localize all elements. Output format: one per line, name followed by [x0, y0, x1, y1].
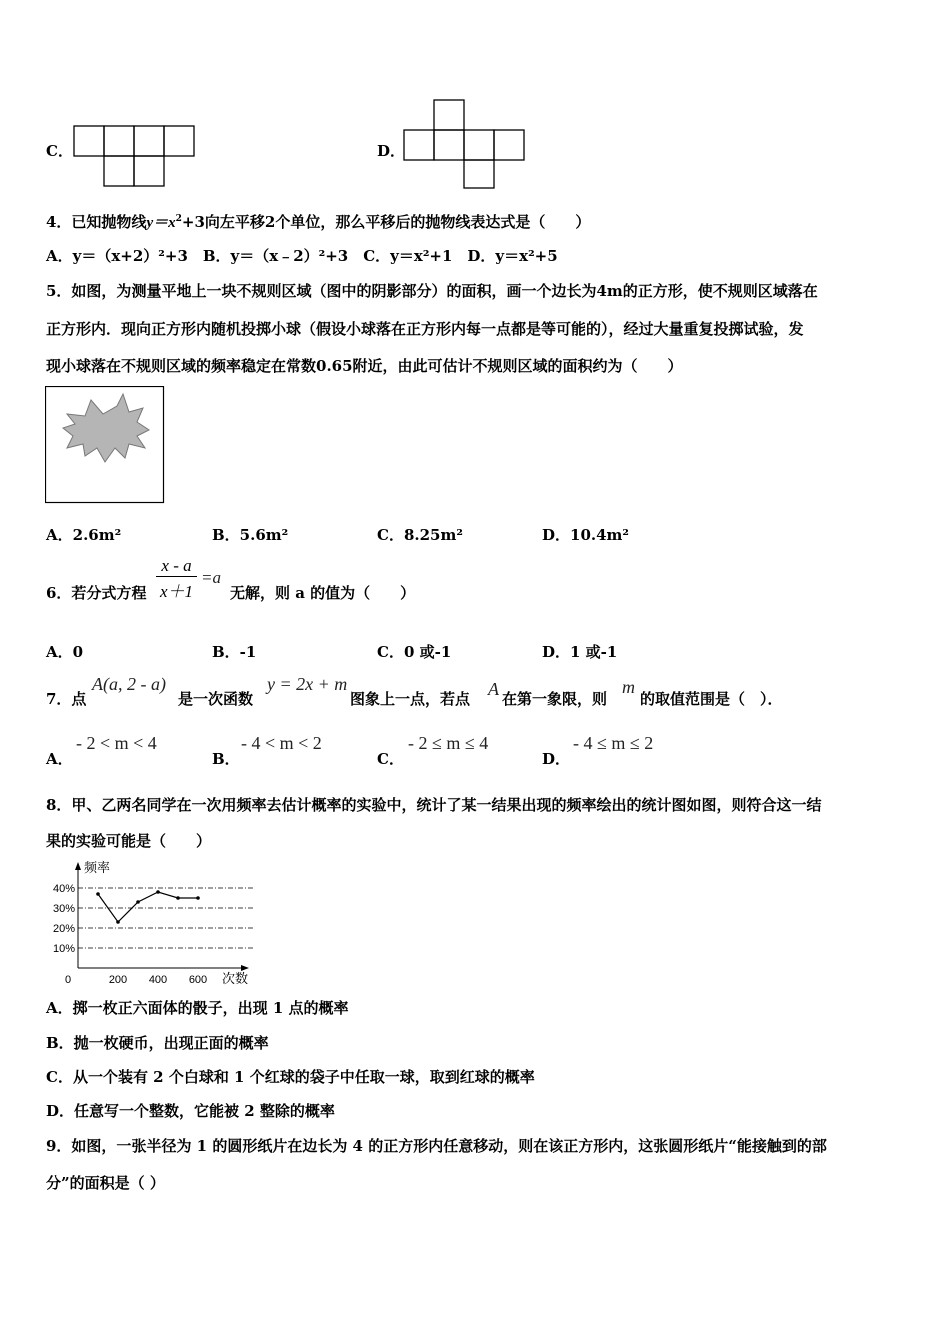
frequency-data-point [96, 892, 100, 896]
q6-fraction-denominator: x＋1 [156, 576, 197, 602]
q4-stem-expr-sup: 2 [175, 214, 182, 224]
frequency-series-line [98, 892, 198, 922]
q6-suffix: 无解，则 a 的值为（ ） [230, 584, 416, 602]
frequency-data-point [176, 896, 180, 900]
x-tick-label: 200 [108, 974, 128, 986]
y-axis-arrow [75, 862, 81, 870]
q8-line2: 果的实验可能是（ ） [46, 832, 212, 850]
q7-text-2: 是一次函数 [178, 690, 254, 708]
x-tick-label: 400 [148, 974, 168, 986]
y-axis-label: 频率 [84, 860, 111, 875]
q7-point-label: A [488, 679, 499, 699]
y-tick-label: 40% [52, 883, 75, 895]
q7-m-symbol: m [622, 677, 635, 697]
option-c-label: C． [46, 142, 73, 160]
q7-option-d-expr: - 4 ≤ m ≤ 2 [573, 733, 654, 753]
q7-option-b-label: B． [212, 750, 240, 768]
q7-linear-function: y = 2x + m [267, 674, 348, 694]
q4-stem-expr: y＝x [146, 215, 176, 231]
q8-line1: 8．甲、乙两名同学在一次用频率去估计概率的实验中，统计了某一结果出现的频率绘出的统计图如图，则符合这一结 [46, 796, 822, 814]
q7-option-c-label: C． [377, 750, 404, 768]
q7-option-c-expr: - 2 ≤ m ≤ 4 [408, 733, 489, 753]
q7-text-4: 在第一象限，则 [502, 690, 608, 708]
q8-option-d: D．任意写一个整数，它能被 2 整除的概率 [46, 1102, 335, 1120]
q7-option-b-expr: - 4 < m < 2 [241, 733, 322, 753]
net-figure-d [400, 98, 530, 192]
y-tick-label: 10% [52, 943, 75, 955]
q5-line2: 正方形内．现向正方形内随机投掷小球（假设小球落在正方形内每一点都是等可能的），经过大量重复投掷试验，发 [46, 320, 804, 338]
q7-point-a: A(a, 2 - a) [92, 674, 166, 694]
y-tick-label: 20% [52, 923, 75, 935]
q5-line1: 5．如图，为测量平地上一块不规则区域（图中的阴影部分）的面积，画一个边长为4m的正方形，使不规则区域落在 [46, 282, 818, 300]
q6-prefix: 6．若分式方程 [46, 584, 147, 602]
q6-option-b: B．-1 [212, 643, 257, 661]
q6-option-c: C．0 或-1 [377, 643, 452, 661]
q7-option-a-label: A． [46, 750, 73, 768]
x-tick-label: 0 [64, 974, 72, 986]
x-tick-label: 600 [188, 974, 208, 986]
irregular-region-figure [45, 386, 165, 504]
frequency-data-point [116, 920, 120, 924]
q5-option-b: B．5.6m² [212, 526, 289, 544]
net-figure-c [70, 120, 200, 192]
frequency-data-point [196, 896, 200, 900]
q7-text-3: 图象上一点，若点 [350, 690, 471, 708]
frequency-data-point [136, 900, 140, 904]
q4-stem-prefix: 4．已知抛物线 [46, 213, 147, 231]
q7-text-5: 的取值范围是（ ）． [640, 690, 783, 708]
frequency-line-chart [40, 858, 255, 988]
q5-line3: 现小球落在不规则区域的频率稳定在常数0.65附近，由此可估计不规则区域的面积约为（ ） [46, 357, 683, 375]
q7-option-d-label: D． [542, 750, 571, 768]
q9-line2: 分”的面积是（ ） [46, 1174, 165, 1192]
q5-option-d: D．10.4m² [542, 526, 629, 544]
q7-option-a-expr: - 2 < m < 4 [76, 733, 157, 753]
y-tick-label: 30% [52, 903, 75, 915]
q6-fraction-numerator: x - a [161, 556, 192, 575]
q8-option-c: C．从一个装有 2 个白球和 1 个红球的袋子中任取一球，取到红球的概率 [46, 1068, 535, 1086]
q8-option-b: B．抛一枚硬币，出现正面的概率 [46, 1034, 269, 1052]
x-axis-label: 次数 [222, 971, 249, 986]
q8-option-a: A．掷一枚正六面体的骰子，出现 1 点的概率 [46, 999, 349, 1017]
q6-option-a: A．0 [46, 643, 84, 661]
q5-option-a: A．2.6m² [46, 526, 122, 544]
q4-stem-suffix: +3向左平移2个单位，那么平移后的抛物线表达式是（ ） [181, 213, 591, 231]
q6-fraction [156, 556, 197, 602]
q7-text-1: 7．点 [46, 690, 87, 708]
q6-option-d: D．1 或-1 [542, 643, 618, 661]
frequency-data-point [156, 890, 160, 894]
option-d-label: D． [377, 142, 406, 160]
q4-stem [46, 211, 590, 232]
q5-option-c: C．8.25m² [377, 526, 463, 544]
q6-fraction-rhs: =a [201, 568, 221, 587]
q9-line1: 9．如图，一张半径为 1 的圆形纸片在边长为 4 的正方形内任意移动，则在该正方形内，这张圆形纸片“能接触到的部 [46, 1137, 827, 1155]
q4-options: A．y＝（x+2）²+3 B．y＝（x﹣2）²+3 C．y＝x²+1 D．y＝x²+5 [46, 247, 558, 265]
